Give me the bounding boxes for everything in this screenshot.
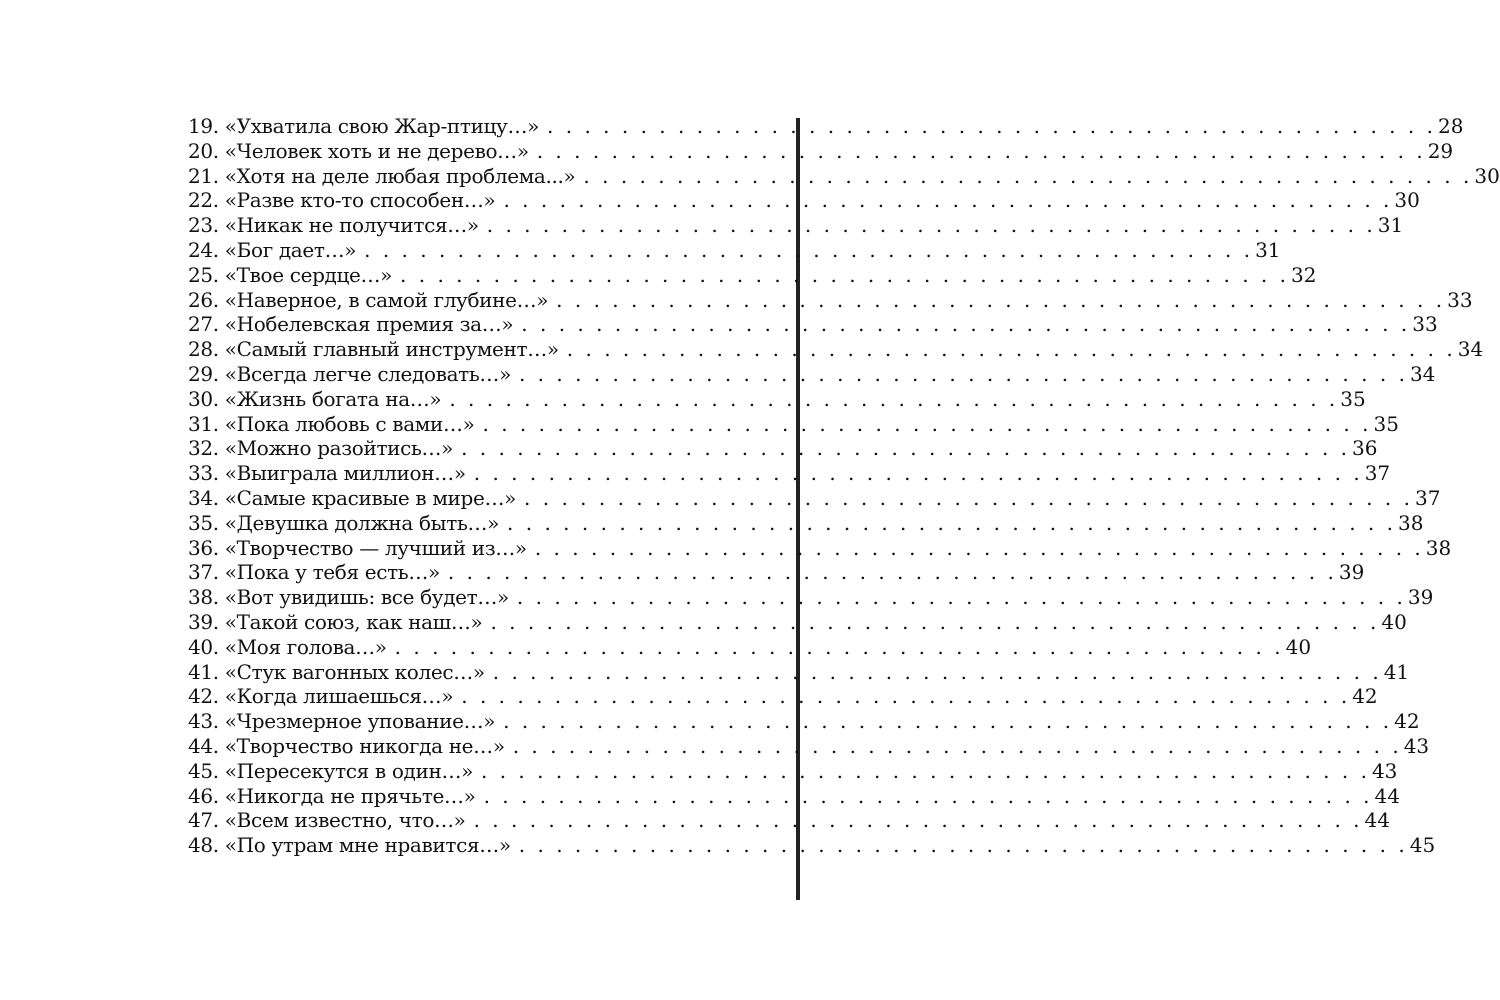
toc-entry-title: 46. «Никогда не прячьте…»	[188, 783, 476, 808]
toc-entry-title: 19. «Ухватила свою Жар-птицу…»	[188, 114, 540, 138]
toc-entry-title: 39. «Такой союз, как наш…»	[188, 609, 483, 634]
toc-page-number: 28	[1437, 114, 1464, 138]
toc-dot-leader: . . . . . . . . . . . . . . . . . . . . . . . . . . . . . . . . . . . . . . . . . . . . . . . .	[480, 758, 1370, 783]
toc-dot-leader: . . . . . . . . . . . . . . . . . . . . . . . . . . . . . . . . . . . . . . . . . . . . . . . .	[518, 833, 1408, 858]
toc-entry	[188, 659, 1410, 685]
toc-page-number: 31	[1377, 213, 1404, 238]
toc-dot-leader: . . . . . . . . . . . . . . . . . . . . . . . . . . . . . . . . . . . . . . . . . . . . . . . .	[547, 114, 1436, 138]
toc-dot-leader: . . . . . . . . . . . . . . . . . . . . . . . . . . . . . . . . . . . . . . . . . . . . . . . .	[482, 411, 1372, 436]
toc-entry	[188, 114, 1464, 139]
toc-entry	[188, 634, 1312, 660]
toc-dot-leader: . . . . . . . . . . . . . . . . . . . . . . . . . . . . . . . . . . . . . . . . . . . . . . . .	[490, 609, 1380, 634]
toc-page-number: 30	[1474, 163, 1500, 188]
toc-entry-title: 34. «Самые красивые в мире…»	[188, 485, 517, 510]
toc-dot-leader: . . . . . . . . . . . . . . . . . . . . . . . . . . . . . . . . . . . . . . . . . . . . . . . .	[512, 733, 1402, 758]
toc-entry	[188, 783, 1400, 809]
toc-page-number: 37	[1364, 461, 1391, 486]
toc-entry	[188, 287, 1473, 313]
toc-dot-leader: . . . . . . . . . . . . . . . . . . . . . . . . . . . . . . . . . . . . . . . . . . . . . . . .	[503, 188, 1393, 213]
toc-entry-title: 24. «Бог дает…»	[188, 237, 357, 262]
toc-entry-title: 48. «По утрам мне нравится…»	[188, 833, 511, 858]
toc-entry	[188, 833, 1436, 858]
toc-entry-title: 26. «Наверное, в самой глубине…»	[188, 287, 549, 312]
toc-page-number: 32	[1291, 262, 1317, 287]
toc-entry	[188, 510, 1424, 536]
toc-entry-title: 43. «Чрезмерное упование…»	[188, 709, 496, 734]
toc-entry	[188, 188, 1420, 213]
toc-entry	[188, 312, 1438, 337]
toc-dot-leader: . . . . . . . . . . . . . . . . . . . . . . . . . . . . . . . . . . . . . . . . . . . . . . . .	[536, 138, 1426, 163]
toc-entry-title: 32. «Можно разойтись…»	[188, 436, 454, 461]
toc-entry-title: 20. «Человек хоть и не дерево…»	[188, 138, 529, 163]
toc-page-number: 30	[1394, 188, 1420, 213]
toc-entry-title: 42. «Когда лишаешься…»	[188, 684, 454, 709]
toc-dot-leader: . . . . . . . . . . . . . . . . . . . . . . . . . . . . . . . . . . . . . . . . . . . . . . . .	[524, 485, 1413, 510]
toc-entry-title: 28. «Самый главный инструмент…»	[188, 337, 559, 362]
toc-dot-leader: . . . . . . . . . . . . . . . . . . . . . . . . . . . . . . . . . . . . . . . . . . . . . . . .	[473, 808, 1363, 833]
toc-dot-leader: . . . . . . . . . . . . . . . . . . . . . . . . . . . . . . . . . . . . . . . . . . . . . . . .	[473, 461, 1363, 486]
toc-page-number: 31	[1255, 237, 1281, 262]
toc-entry	[188, 461, 1391, 486]
toc-entry	[188, 337, 1484, 362]
toc-dot-leader: . . . . . . . . . . . . . . . . . . . . . . . . . . . . . . . . . . . . . . . . . . . . . . . .	[507, 510, 1396, 535]
toc-page-number: 42	[1394, 709, 1420, 734]
toc-entry-title: 27. «Нобелевская премия за…»	[188, 312, 514, 337]
toc-dot-leader: . . . . . . . . . . . . . . . . . . . . . . . . . . . . . . . . . . . . . . . . . . . . . . . .	[364, 237, 1254, 262]
toc-dot-leader: . . . . . . . . . . . . . . . . . . . . . . . . . . . . . . . . . . . . . . . . . . . . . . . .	[394, 634, 1284, 659]
toc-entry	[188, 485, 1441, 511]
toc-entry	[188, 560, 1365, 585]
toc-entry	[188, 163, 1500, 189]
toc-dot-leader: . . . . . . . . . . . . . . . . . . . . . . . . . . . . . . . . . . . . . . . . . . . . . . . .	[461, 436, 1351, 461]
toc-entry	[188, 709, 1420, 734]
toc-page-number: 43	[1403, 733, 1430, 758]
toc-page-number: 29	[1427, 138, 1454, 163]
toc-dot-leader: . . . . . . . . . . . . . . . . . . . . . . . . . . . . . . . . . . . . . . . . . . . . . . . .	[521, 312, 1411, 337]
toc-entry-title: 37. «Пока у тебя есть…»	[188, 560, 440, 585]
toc-dot-leader: . . . . . . . . . . . . . . . . . . . . . . . . . . . . . . . . . . . . . . . . . . . . . . . .	[534, 535, 1424, 560]
toc-page-number: 40	[1381, 609, 1407, 634]
toc-page-number: 44	[1364, 808, 1390, 833]
toc-entry	[188, 262, 1317, 288]
toc-page-number: 36	[1352, 436, 1378, 461]
toc-page-number: 44	[1374, 783, 1400, 808]
toc-entry-title: 44. «Творчество никогда не…»	[188, 733, 505, 758]
toc-dot-leader: . . . . . . . . . . . . . . . . . . . . . . . . . . . . . . . . . . . . . . . . . . . . . . . .	[583, 163, 1473, 188]
toc-dot-leader: . . . . . . . . . . . . . . . . . . . . . . . . . . . . . . . . . . . . . . . . . . . . . . . .	[486, 213, 1376, 238]
toc-entry-title: 35. «Девушка должна быть…»	[188, 510, 500, 535]
toc-page-number: 38	[1425, 535, 1452, 560]
toc-entry-title: 25. «Твое сердце…»	[188, 262, 393, 287]
toc-page-number: 42	[1352, 684, 1378, 709]
toc-entry-title: 23. «Никак не получится…»	[188, 213, 479, 238]
toc-entry	[188, 733, 1430, 759]
toc-page-number: 34	[1457, 337, 1484, 362]
toc-entry-title: 22. «Разве кто-то способен…»	[188, 188, 496, 213]
toc-dot-leader: . . . . . . . . . . . . . . . . . . . . . . . . . . . . . . . . . . . . . . . . . . . . . . . .	[566, 337, 1456, 362]
toc-page-number: 45	[1409, 833, 1436, 858]
toc-entry-title: 38. «Вот увидишь: все будет…»	[188, 585, 509, 610]
toc-entry	[188, 808, 1390, 833]
toc-page-number: 33	[1412, 312, 1438, 337]
toc-page-number: 34	[1409, 361, 1436, 386]
toc-page-number: 35	[1340, 386, 1366, 411]
toc-entry-title: 36. «Творчество — лучший из…»	[188, 535, 527, 560]
toc-page-number: 43	[1371, 758, 1398, 783]
toc-entry	[188, 436, 1378, 461]
toc-dot-leader: . . . . . . . . . . . . . . . . . . . . . . . . . . . . . . . . . . . . . . . . . . . . . . . .	[516, 585, 1406, 610]
toc-dot-leader: . . . . . . . . . . . . . . . . . . . . . . . . . . . . . . . . . . . . . . . . . . . . . . . .	[492, 659, 1382, 684]
toc-entry	[188, 138, 1454, 164]
toc-entry-title: 41. «Стук вагонных колес…»	[188, 659, 485, 684]
toc-dot-leader: . . . . . . . . . . . . . . . . . . . . . . . . . . . . . . . . . . . . . . . . . . . . . . . .	[483, 783, 1373, 808]
toc-page-number: 33	[1447, 287, 1473, 312]
toc-page-number: 38	[1398, 510, 1424, 535]
toc-entry	[188, 237, 1281, 263]
toc-dot-leader: . . . . . . . . . . . . . . . . . . . . . . . . . . . . . . . . . . . . . . . . . . . . . . . .	[449, 386, 1339, 411]
toc-entry-title: 30. «Жизнь богата на…»	[188, 386, 442, 411]
toc-entry	[188, 684, 1378, 709]
table-of-contents	[188, 114, 1500, 858]
toc-entry	[188, 535, 1452, 561]
toc-dot-leader: . . . . . . . . . . . . . . . . . . . . . . . . . . . . . . . . . . . . . . . . . . . . . . . .	[400, 262, 1289, 287]
toc-entry	[188, 361, 1436, 387]
toc-entry	[188, 213, 1404, 238]
toc-entry-title: 31. «Пока любовь с вами…»	[188, 411, 475, 436]
toc-page-number: 37	[1414, 485, 1441, 510]
toc-entry-title: 29. «Всегда легче следовать…»	[188, 361, 511, 386]
toc-entry	[188, 411, 1399, 437]
toc-page-number: 41	[1383, 659, 1410, 684]
toc-entry-title: 33. «Выиграла миллион…»	[188, 461, 466, 486]
toc-page-number: 40	[1285, 634, 1312, 659]
toc-entry	[188, 585, 1434, 610]
toc-entry-title: 45. «Пересекутся в один…»	[188, 758, 473, 783]
toc-entry-title: 40. «Моя голова…»	[188, 634, 387, 659]
toc-dot-leader: . . . . . . . . . . . . . . . . . . . . . . . . . . . . . . . . . . . . . . . . . . . . . . . .	[447, 560, 1337, 585]
toc-page-number: 35	[1373, 411, 1399, 436]
toc-entry-title: 21. «Хотя на деле любая проблема...»	[188, 163, 576, 188]
toc-entry	[188, 758, 1398, 784]
toc-dot-leader: . . . . . . . . . . . . . . . . . . . . . . . . . . . . . . . . . . . . . . . . . . . . . . . .	[503, 709, 1393, 734]
toc-dot-leader: . . . . . . . . . . . . . . . . . . . . . . . . . . . . . . . . . . . . . . . . . . . . . . . .	[461, 684, 1351, 709]
toc-entry	[188, 609, 1407, 635]
toc-entry	[188, 386, 1366, 412]
toc-page-number: 39	[1338, 560, 1365, 585]
toc-entry-title: 47. «Всем известно, что…»	[188, 808, 466, 833]
toc-dot-leader: . . . . . . . . . . . . . . . . . . . . . . . . . . . . . . . . . . . . . . . . . . . . . . . .	[518, 361, 1408, 386]
toc-dot-leader: . . . . . . . . . . . . . . . . . . . . . . . . . . . . . . . . . . . . . . . . . . . . . . . .	[556, 287, 1446, 312]
toc-page-number: 39	[1407, 585, 1434, 610]
